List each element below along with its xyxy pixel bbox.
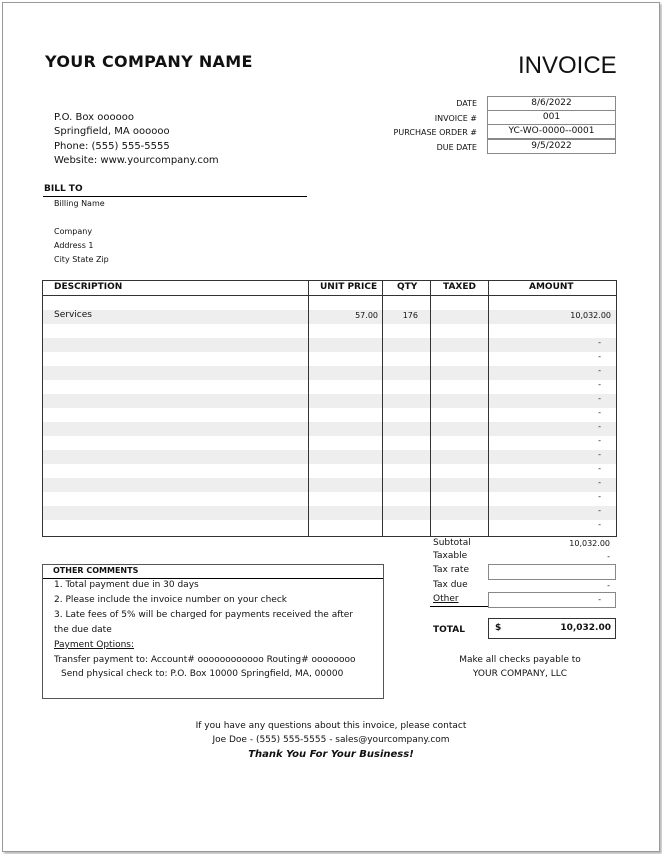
footer-question: If you have any questions about this invoice, please contact — [195, 721, 467, 731]
due-date-label: DUE DATE — [436, 143, 477, 152]
comment-line-3b: the due date — [54, 625, 112, 635]
row1-description[interactable]: Services — [54, 310, 92, 320]
billing-city[interactable]: City State Zip — [54, 255, 109, 264]
currency-symbol: $ — [495, 623, 502, 633]
row-amount: - — [598, 478, 601, 487]
invoice-number-label: INVOICE # — [434, 114, 477, 123]
comment-line-2: 2. Please include the invoice number on your check — [54, 595, 288, 605]
col-taxed: TAXED — [443, 282, 476, 292]
invoice-number-field[interactable]: 001 — [487, 110, 616, 125]
row1-qty[interactable]: 176 — [402, 311, 418, 320]
row-amount: - — [598, 338, 601, 347]
row-amount: - — [598, 422, 601, 431]
company-address-1: P.O. Box oooooo — [54, 112, 134, 123]
col-description: DESCRIPTION — [54, 282, 123, 292]
company-website: Website: www.yourcompany.com — [54, 155, 219, 166]
col-qty: QTY — [397, 282, 418, 292]
col-unit-price: UNIT PRICE — [320, 282, 378, 292]
totals-divider — [430, 606, 488, 607]
row-amount: - — [598, 408, 601, 417]
taxable-label: Taxable — [433, 551, 468, 561]
col-amount: AMOUNT — [529, 282, 574, 292]
row1-unit-price[interactable]: 57.00 — [355, 311, 378, 320]
row-amount: - — [598, 394, 601, 403]
po-label: PURCHASE ORDER # — [393, 128, 477, 137]
row-amount: - — [598, 492, 601, 501]
company-name: YOUR COMPANY NAME — [45, 52, 253, 71]
other-field[interactable] — [488, 592, 616, 608]
payable-line-1: Make all checks payable to — [459, 655, 581, 665]
comment-line-3: 3. Late fees of 5% will be charged for payments received the after — [54, 610, 353, 620]
row-amount: - — [598, 380, 601, 389]
billing-name[interactable]: Billing Name — [54, 199, 105, 208]
subtotal-label: Subtotal — [433, 538, 471, 548]
date-label: DATE — [456, 99, 477, 108]
row-amount: - — [598, 352, 601, 361]
tax-rate-field[interactable] — [488, 564, 616, 580]
other-label: Other — [433, 594, 459, 604]
other-comments-header — [43, 565, 383, 579]
total-value: 10,032.00 — [560, 623, 611, 633]
items-table-header — [43, 281, 616, 296]
tax-due-value: - — [607, 581, 610, 590]
row-amount: - — [598, 436, 601, 445]
footer-contact: Joe Doe - (555) 555-5555 - sales@yourcompany.com — [212, 735, 450, 745]
other-comments-title: OTHER COMMENTS — [53, 566, 139, 575]
other-value: - — [598, 595, 601, 604]
row-amount: - — [598, 520, 601, 529]
row-amount: - — [598, 450, 601, 459]
subtotal-value: 10,032.00 — [569, 539, 610, 548]
company-phone: Phone: (555) 555-5555 — [54, 141, 170, 152]
due-date-field[interactable]: 9/5/2022 — [487, 139, 616, 154]
row-amount: - — [598, 464, 601, 473]
payment-check: Send physical check to: P.O. Box 10000 Springfield, MA, 00000 — [61, 669, 344, 679]
total-box — [488, 618, 616, 639]
taxable-value: - — [607, 552, 610, 561]
po-field[interactable]: YC-WO-0000--0001 — [487, 124, 616, 139]
row1-amount[interactable]: 10,032.00 — [570, 311, 611, 320]
items-table — [42, 280, 617, 537]
comment-line-1: 1. Total payment due in 30 days — [54, 580, 199, 590]
company-address-2: Springfield, MA oooooo — [54, 126, 170, 137]
tax-rate-label: Tax rate — [433, 565, 469, 575]
invoice-title: INVOICE — [518, 52, 617, 79]
payment-options-title: Payment Options: — [54, 640, 135, 650]
tax-due-label: Tax due — [433, 580, 468, 590]
billing-company[interactable]: Company — [54, 227, 93, 236]
total-label: TOTAL — [433, 625, 465, 635]
row-amount: - — [598, 366, 601, 375]
footer-thanks: Thank You For Your Business! — [248, 749, 414, 760]
date-field[interactable]: 8/6/2022 — [487, 96, 616, 111]
bill-to-title: BILL TO — [44, 184, 83, 194]
row-amount: - — [598, 506, 601, 515]
payable-line-2: YOUR COMPANY, LLC — [472, 669, 568, 679]
billing-address[interactable]: Address 1 — [54, 241, 94, 250]
bill-to-divider — [43, 196, 307, 197]
payment-transfer: Transfer payment to: Account# oooooooooooo Routing# oooooooo — [54, 655, 356, 665]
